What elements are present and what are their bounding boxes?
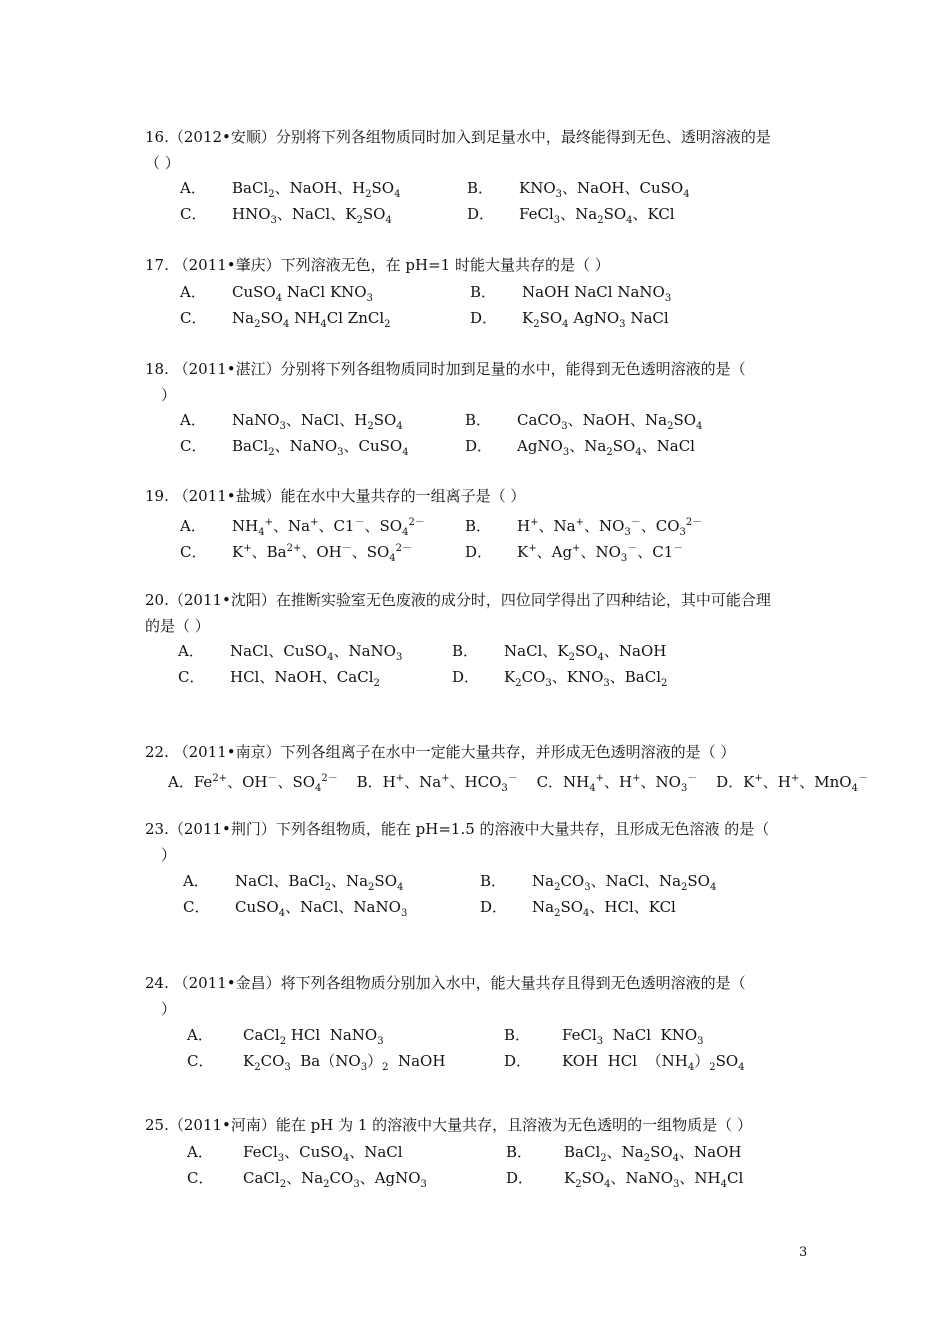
- option-c: C． $Na_2SO_4$ $NH_4Cl$ ZnCl$_2$: [180, 309, 391, 330]
- question-16-stem: [145, 124, 825, 176]
- option-c: C． CuSO$_4$、NaCl、NaNO$_3$: [183, 898, 408, 919]
- option-c: C． HCl、NaOH、CaCl$_2$: [178, 668, 380, 689]
- question-23-stem: [145, 816, 825, 868]
- option-d: D． $K_2SO_4$ AgNO$_3$ NaCl: [470, 309, 669, 330]
- option-d: D． FeCl$_3$、$Na_2SO_4$、KCl: [467, 205, 675, 226]
- question-18-stem: [145, 356, 825, 408]
- stem-line: 16.（2012•安顺）分别将下列各组物质同时加入到足量水中，最终能得到无色、透明溶液的是: [145, 128, 771, 146]
- option-d: D． $K_2CO_3$、$KNO_3$、BaCl$_2$: [452, 668, 668, 689]
- page-number: 3: [799, 1245, 808, 1260]
- option-a: A． FeCl$_3$、CuSO$_4$、NaCl: [187, 1143, 403, 1164]
- option-c: C． K+、$Ba^{2+}$、OH－、$SO_4^{2-}$: [180, 543, 413, 564]
- option-b: B．H+、Na+、$HCO_3^-$: [356, 773, 518, 794]
- option-d: D． AgNO$_3$、$Na_2SO_4$、NaCl: [465, 437, 695, 458]
- option-d: D．K+、H+、MnO$_4$－: [716, 773, 868, 794]
- stem-line: 23.（2011•荆门）下列各组物质，能在 pH=1.5 的溶液中大量共存，且形成无色溶液 的是（: [145, 820, 770, 838]
- stem-line: 17. （2011•肇庆）下列溶液无色，在 pH=1 时能大量共存的是（ ）: [145, 256, 610, 274]
- question-22-stem: [145, 739, 825, 765]
- stem-line: ）: [161, 1000, 177, 1018]
- option-b: B． NaOH NaCl NaNO$_3$: [470, 283, 672, 304]
- question-19-stem: [145, 483, 825, 509]
- stem-line: 25.（2011•河南）能在 pH 为 1 的溶液中大量共存，且溶液为无色透明的一组物质是（ ）: [145, 1116, 752, 1134]
- option-c: C． CaCl$_2$、$Na_2CO_3$、AgNO$_3$: [187, 1169, 427, 1190]
- option-a: A． NaCl、CuSO$_4$、NaNO$_3$: [178, 642, 403, 663]
- stem-line: 24. （2011•金昌）将下列各组物质分别加入水中，能大量共存且得到无色透明溶液的是（: [145, 974, 746, 992]
- option-b: B． $Na_2CO_3$、NaCl、$Na_2SO_4$: [480, 872, 717, 893]
- option-c: C．$NH_4^+$、H+、$NO_3^-$: [536, 773, 698, 794]
- option-a: A．$Fe^{2+}$、OH－、$SO_4^{2-}$: [168, 773, 338, 794]
- option-a: A． NaNO$_3$、NaCl、$H_2SO_4$: [180, 411, 403, 432]
- question-22-options: [168, 766, 868, 802]
- question-24-stem: [145, 970, 825, 1022]
- option-b: B． FeCl$_3$ NaCl $KNO_3$: [504, 1026, 704, 1047]
- stem-line: 22. （2011•南京）下列各组离子在水中一定能大量共存，并形成无色透明溶液的是（ ）: [145, 743, 736, 761]
- option-b: B． CaCO$_3$、NaOH、$Na_2SO_4$: [465, 411, 703, 432]
- stem-line: 19. （2011•盐城）能在水中大量共存的一组离子是（ ）: [145, 487, 526, 505]
- option-d: D． K+、Ag+、$NO_3^-$、C1－: [465, 543, 684, 564]
- option-c: C． $HNO_3$、NaCl、$K_2SO_4$: [180, 205, 392, 226]
- option-c: C． BaCl$_2$、NaNO$_3$、CuSO$_4$: [180, 437, 409, 458]
- question-20-stem: [145, 587, 825, 639]
- option-a: A． CaCl$_2$ HCl NaNO$_3$: [187, 1026, 384, 1047]
- option-b: B． H+、Na+、$NO_3^-$、$CO_3^{2-}$: [465, 517, 703, 538]
- stem-line: 的是（ ）: [145, 617, 210, 635]
- option-a: A． NaCl、BaCl$_2$、$Na_2SO_4$: [183, 872, 404, 893]
- stem-line: ）: [161, 386, 177, 404]
- option-d: D． $K_2SO_4$、NaNO$_3$、$NH_4Cl$: [506, 1169, 744, 1190]
- stem-line: 20.（2011•沈阳）在推断实验室无色废液的成分时，四位同学得出了四种结论，其中可能合理: [145, 591, 771, 609]
- stem-line: 18. （2011•湛江）分别将下列各组物质同时加到足量的水中，能得到无色透明溶液的是（: [145, 360, 746, 378]
- option-a: A． BaCl$_2$、NaOH、$H_2SO_4$: [180, 179, 401, 200]
- option-a: A． $NH_4^+$、Na+、C1－、$SO_4^{2-}$: [180, 517, 425, 538]
- question-25-stem: [145, 1112, 825, 1138]
- option-b: B． NaCl、$K_2SO_4$、NaOH: [452, 642, 667, 663]
- option-b: B． BaCl$_2$、$Na_2SO_4$、NaOH: [506, 1143, 742, 1164]
- option-d: D． $Na_2SO_4$、HCl、KCl: [480, 898, 676, 919]
- question-17-stem: [145, 252, 825, 278]
- option-d: D． KOH HCl $(NH_4)_2SO_4$: [504, 1052, 745, 1073]
- option-a: A． CuSO$_4$ NaCl $KNO_3$: [180, 283, 373, 304]
- stem-line: ）: [161, 846, 177, 864]
- option-b: B． $KNO_3$、NaOH、CuSO$_4$: [467, 179, 690, 200]
- stem-line: （ ）: [145, 154, 180, 172]
- option-c: C． $K_2CO_3$ $Ba(NO_3)_2$ NaOH: [187, 1052, 446, 1073]
